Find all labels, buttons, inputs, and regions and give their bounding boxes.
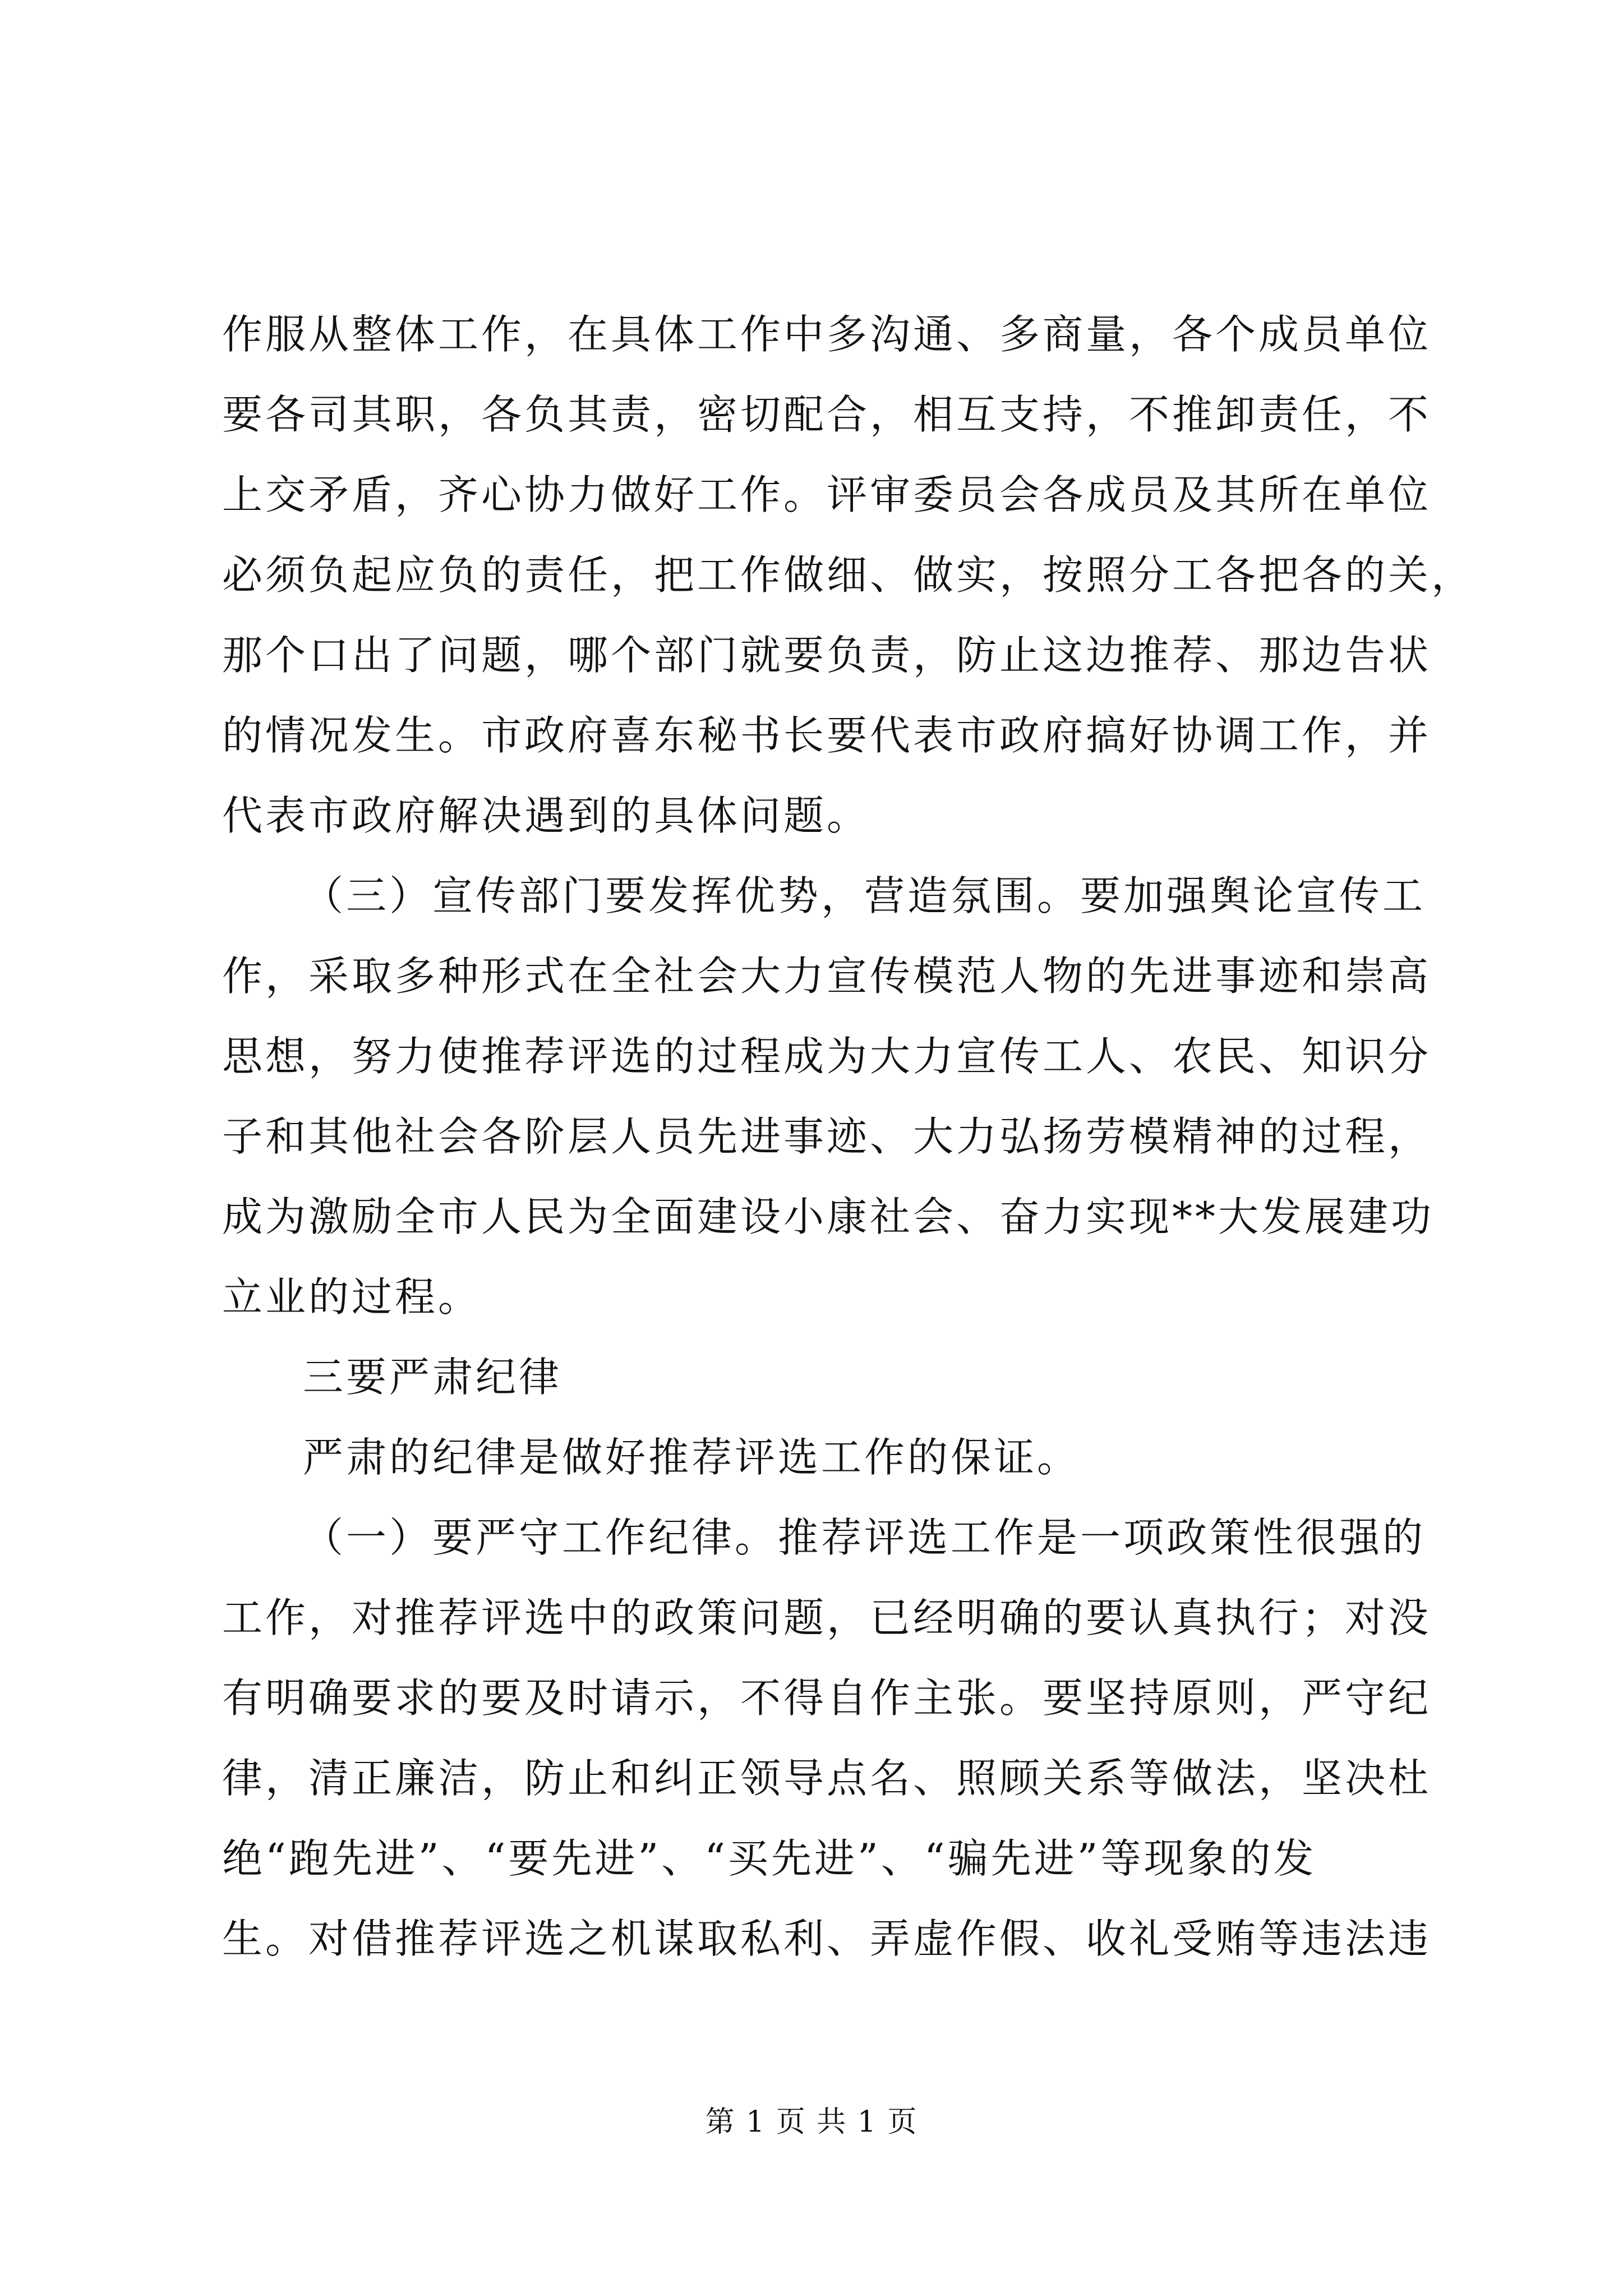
body-text-line: 生。对借推荐评选之机谋取私利、弄虚作假、收礼受贿等违法违 bbox=[222, 1915, 1432, 1962]
paragraph-start-line: 严肃的纪律是做好推荐评选工作的保证。 bbox=[303, 1434, 1081, 1481]
body-text-line: 绝“跑先进”、“要先进”、“买先进”、“骗先进”等现象的发 bbox=[222, 1835, 1317, 1882]
body-text-line: 作，采取多种形式在全社会大力宣传模范人物的先进事迹和崇高 bbox=[222, 953, 1432, 1000]
body-text-line: 代表市政府解决遇到的具体问题。 bbox=[222, 792, 870, 839]
body-text-line: 工作，对推荐评选中的政策问题，已经明确的要认真执行；对没 bbox=[222, 1594, 1432, 1641]
page-footer: 第 1 页 共 1 页 bbox=[705, 2105, 918, 2139]
body-text-line: 子和其他社会各阶层人员先进事迹、大力弘扬劳模精神的过程， bbox=[222, 1113, 1432, 1160]
paragraph-start-line: （一）要严守工作纪律。推荐评选工作是一项政策性很强的 bbox=[303, 1514, 1426, 1561]
body-text-line: 上交矛盾，齐心协力做好工作。评审委员会各成员及其所在单位 bbox=[222, 471, 1432, 518]
section-heading: 三要严肃纪律 bbox=[303, 1354, 562, 1401]
body-text-line: 思想，努力使推荐评选的过程成为大力宣传工人、农民、知识分 bbox=[222, 1033, 1432, 1080]
body-text-line: 作服从整体工作，在具体工作中多沟通、多商量，各个成员单位 bbox=[222, 311, 1432, 358]
body-text-line: 成为激励全市人民为全面建设小康社会、奋力实现**大发展建功 bbox=[222, 1193, 1435, 1240]
body-text-line: 律，清正廉洁，防止和纠正领导点名、照顾关系等做法，坚决杜 bbox=[222, 1755, 1432, 1802]
body-text-line: 要各司其职，各负其责，密切配合，相互支持，不推卸责任，不 bbox=[222, 391, 1432, 438]
body-text-line: 有明确要求的要及时请示，不得自作主张。要坚持原则，严守纪 bbox=[222, 1674, 1432, 1722]
body-text-line: 立业的过程。 bbox=[222, 1273, 482, 1320]
paragraph-start-line: （三）宣传部门要发挥优势，营造氛围。要加强舆论宣传工 bbox=[303, 872, 1426, 919]
body-text-line: 的情况发生。市政府喜东秘书长要代表市政府搞好协调工作，并 bbox=[222, 712, 1432, 759]
body-text-line: 必须负起应负的责任，把工作做细、做实，按照分工各把各的关， bbox=[222, 551, 1475, 599]
body-text-line: 那个口出了问题，哪个部门就要负责，防止这边推荐、那边告状 bbox=[222, 632, 1432, 679]
